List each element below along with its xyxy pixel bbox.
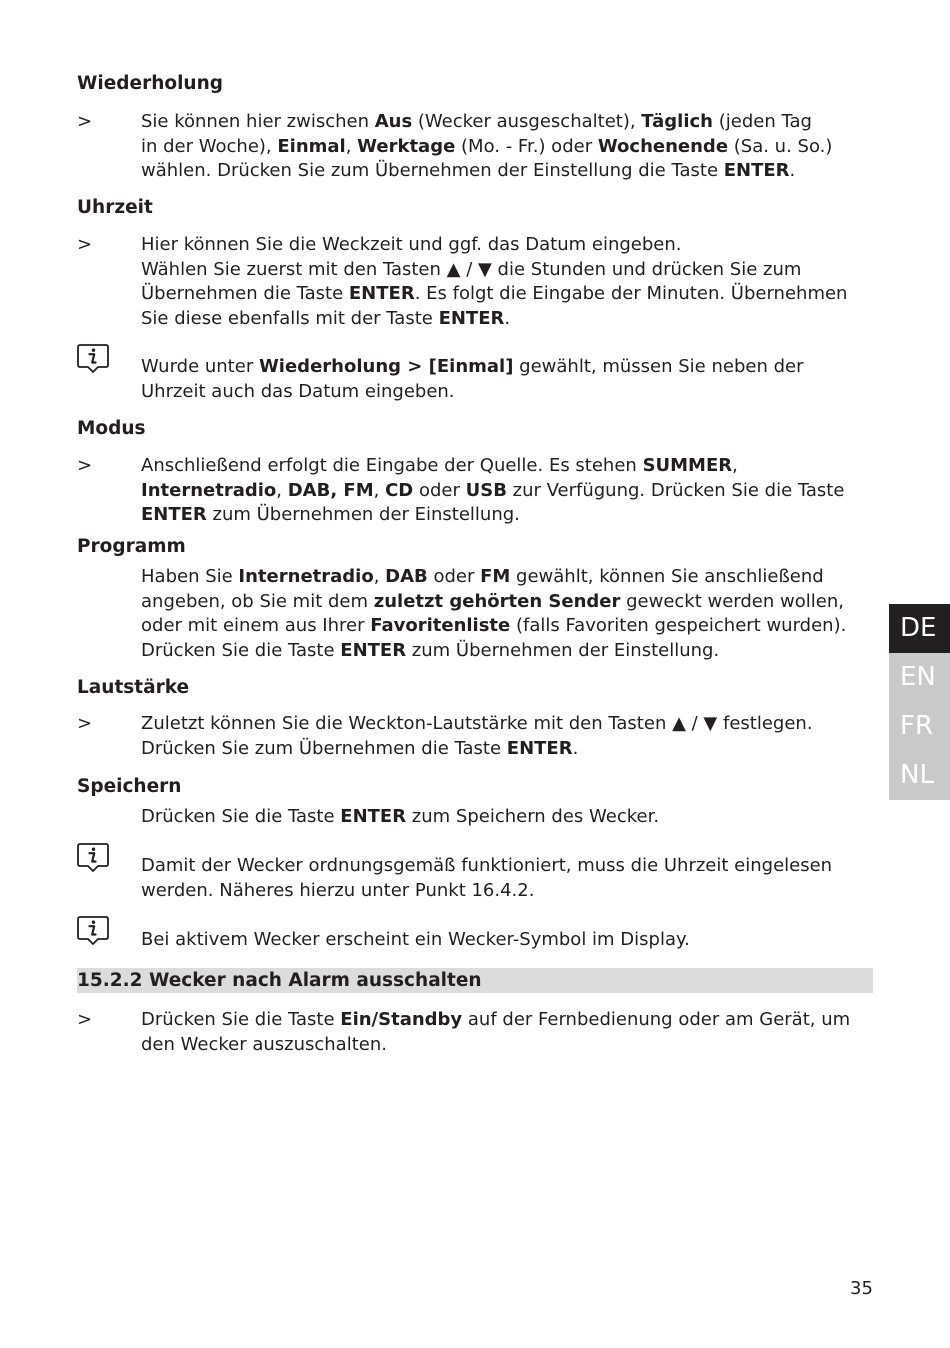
text-run: ,: [276, 479, 288, 501]
bold-text: ENTER: [141, 504, 207, 525]
heading-lautstaerke: Lautstärke: [77, 677, 190, 698]
bold-text: DAB, FM: [287, 479, 374, 501]
bold-text: Aus: [374, 111, 413, 132]
text-run: . Es folgt die Eingabe der Minuten. Übernehmen: [414, 283, 848, 304]
text-line: [141, 454, 876, 479]
bold-text: DAB: [385, 566, 428, 587]
text-run: in der Woche),: [141, 135, 278, 157]
text-line: [141, 1033, 876, 1058]
bullet-marker: >: [77, 455, 93, 476]
note-uhrzeit: [141, 355, 876, 404]
section-heading-15-2-2: 15.2.2 Wecker nach Alarm ausschalten: [77, 970, 482, 991]
text-line: [141, 614, 876, 639]
language-tab-de[interactable]: DE: [889, 604, 950, 653]
text-line: [141, 1008, 876, 1033]
language-tab-fr[interactable]: FR: [900, 711, 934, 741]
bold-text: FM: [480, 566, 511, 587]
text-run: Sie diese ebenfalls mit der Taste: [141, 307, 439, 329]
language-tabs: [889, 604, 950, 800]
text-line: [141, 282, 876, 307]
bold-text: Internetradio: [141, 479, 277, 501]
text-run: (Sa. u. So.): [728, 135, 833, 157]
bold-text: SUMMER: [642, 455, 733, 476]
text-line: [141, 565, 876, 590]
text-run: (Wecker ausgeschaltet),: [412, 111, 642, 132]
bold-text: zuletzt gehörten Sender: [373, 590, 621, 612]
text-run: Haben Sie: [141, 566, 239, 587]
text-run: Wurde unter: [141, 356, 259, 377]
info-note-icon: [76, 343, 110, 373]
text-run: oder mit einem aus Ihrer: [141, 615, 371, 636]
text-run: Hier können Sie die Weckzeit und ggf. das Datum eingeben.: [141, 234, 682, 255]
text-line: [141, 712, 876, 737]
bold-text: CD: [385, 479, 414, 501]
text-line: [141, 503, 876, 528]
text-line: [141, 737, 876, 762]
language-tab-en[interactable]: EN: [900, 662, 936, 692]
text-run: wählen. Drücken Sie zum Übernehmen der Einstellung die Taste: [141, 160, 724, 181]
text-run: gewählt, müssen Sie neben der: [513, 356, 804, 377]
note-speichern-uhrzeit: [141, 854, 876, 903]
text-run: Uhrzeit auch das Datum eingeben.: [141, 380, 455, 402]
text-line: [141, 233, 876, 258]
text-run: oder: [427, 566, 481, 587]
heading-modus: Modus: [77, 418, 146, 439]
bold-text: Täglich: [641, 111, 713, 132]
text-line: [141, 110, 876, 135]
bold-text: Werktage: [357, 135, 456, 157]
bold-text: Favoritenliste: [370, 615, 511, 636]
bullet-marker: >: [77, 234, 93, 255]
text-line: [141, 258, 876, 283]
text-line: [141, 159, 876, 184]
bold-text: ENTER: [340, 806, 407, 827]
text-run: zum Übernehmen der Einstellung.: [406, 639, 720, 661]
text-run: oder: [413, 479, 466, 501]
paragraph-uhrzeit: [141, 233, 876, 331]
text-run: Wählen Sie zuerst mit den Tasten ▲ / ▼ die Stunden und drücken Sie zum: [141, 258, 802, 280]
bold-text: USB: [465, 479, 507, 501]
text-run: den Wecker auszuschalten.: [141, 1033, 387, 1055]
text-run: gewählt, können Sie anschließend: [510, 566, 824, 587]
text-run: .: [572, 737, 579, 759]
text-line: [141, 879, 876, 904]
text-run: (jeden Tag: [713, 111, 812, 132]
language-tab-nl[interactable]: NL: [900, 760, 934, 790]
info-note-icon: [76, 842, 110, 872]
text-run: (falls Favoriten gespeichert wurden).: [510, 615, 847, 636]
heading-speichern: Speichern: [77, 776, 182, 797]
page-number: 35: [850, 1278, 873, 1299]
text-line: [141, 928, 876, 953]
text-run: angeben, ob Sie mit dem: [141, 590, 374, 612]
bold-text: Wiederholung > [Einmal]: [258, 356, 514, 377]
text-line: [141, 135, 876, 160]
text-run: zur Verfügung. Drücken Sie die Taste: [506, 479, 845, 501]
bold-text: Internetradio: [238, 566, 374, 587]
text-run: zum Speichern des Wecker.: [406, 806, 660, 827]
text-run: ,: [373, 479, 386, 501]
text-run: Drücken Sie die Taste: [141, 639, 341, 661]
heading-uhrzeit: Uhrzeit: [77, 197, 153, 218]
text-run: Drücken Sie die Taste: [141, 806, 341, 827]
text-run: (Mo. - Fr.) oder: [455, 135, 598, 157]
paragraph-alarm-off: [141, 1008, 876, 1057]
text-line: [141, 307, 876, 332]
text-line: [141, 854, 876, 879]
text-run: auf der Fernbedienung oder am Gerät, um: [462, 1009, 851, 1030]
paragraph-programm: [141, 565, 876, 663]
text-run: zum Übernehmen der Einstellung.: [206, 504, 520, 525]
bold-text: ENTER: [723, 160, 790, 181]
text-run: Drücken Sie zum Übernehmen die Taste: [141, 737, 507, 759]
text-run: Drücken Sie die Taste: [141, 1009, 341, 1030]
bold-text: Wochenende: [597, 135, 729, 157]
bold-text: ENTER: [506, 737, 573, 759]
text-run: ,: [373, 566, 386, 587]
text-run: Übernehmen die Taste: [141, 283, 349, 304]
bullet-marker: >: [77, 713, 93, 734]
bold-text: Einmal: [277, 135, 346, 157]
section-heading-bar: [77, 968, 873, 993]
bullet-marker: >: [77, 111, 93, 132]
text-run: .: [789, 160, 796, 181]
text-run: Anschließend erfolgt die Eingabe der Quelle. Es stehen: [141, 455, 643, 476]
paragraph-lautstaerke: [141, 712, 876, 761]
bold-text: ENTER: [348, 283, 415, 304]
text-line: [141, 805, 876, 830]
text-run: .: [504, 307, 511, 329]
text-run: Bei aktivem Wecker erscheint ein Wecker-Symbol im Display.: [141, 929, 690, 950]
text-run: Damit der Wecker ordnungsgemäß funktioniert, muss die Uhrzeit eingelesen: [141, 855, 833, 876]
text-line: [141, 639, 876, 664]
text-line: [141, 355, 876, 380]
text-run: Sie können hier zwischen: [141, 111, 375, 132]
heading-programm: Programm: [77, 536, 186, 557]
paragraph-speichern: [141, 805, 876, 830]
text-run: ,: [345, 135, 358, 157]
info-note-icon: [76, 915, 110, 945]
text-run: Zuletzt können Sie die Weckton-Lautstärke mit den Tasten ▲ / ▼ festlegen.: [141, 713, 813, 734]
note-speichern-symbol: [141, 928, 876, 953]
paragraph-modus: [141, 454, 876, 528]
text-line: [141, 590, 876, 615]
bold-text: ENTER: [340, 639, 407, 661]
text-run: werden. Näheres hierzu unter Punkt 16.4.2.: [141, 879, 535, 901]
bold-text: ENTER: [438, 307, 505, 329]
paragraph-wiederholung: [141, 110, 876, 184]
text-run: ,: [732, 455, 738, 476]
heading-wiederholung: Wiederholung: [77, 73, 224, 94]
text-line: [141, 479, 876, 504]
bold-text: Ein/Standby: [340, 1009, 463, 1030]
text-line: [141, 380, 876, 405]
text-run: geweckt werden wollen,: [620, 590, 844, 612]
bullet-marker: >: [77, 1009, 93, 1030]
